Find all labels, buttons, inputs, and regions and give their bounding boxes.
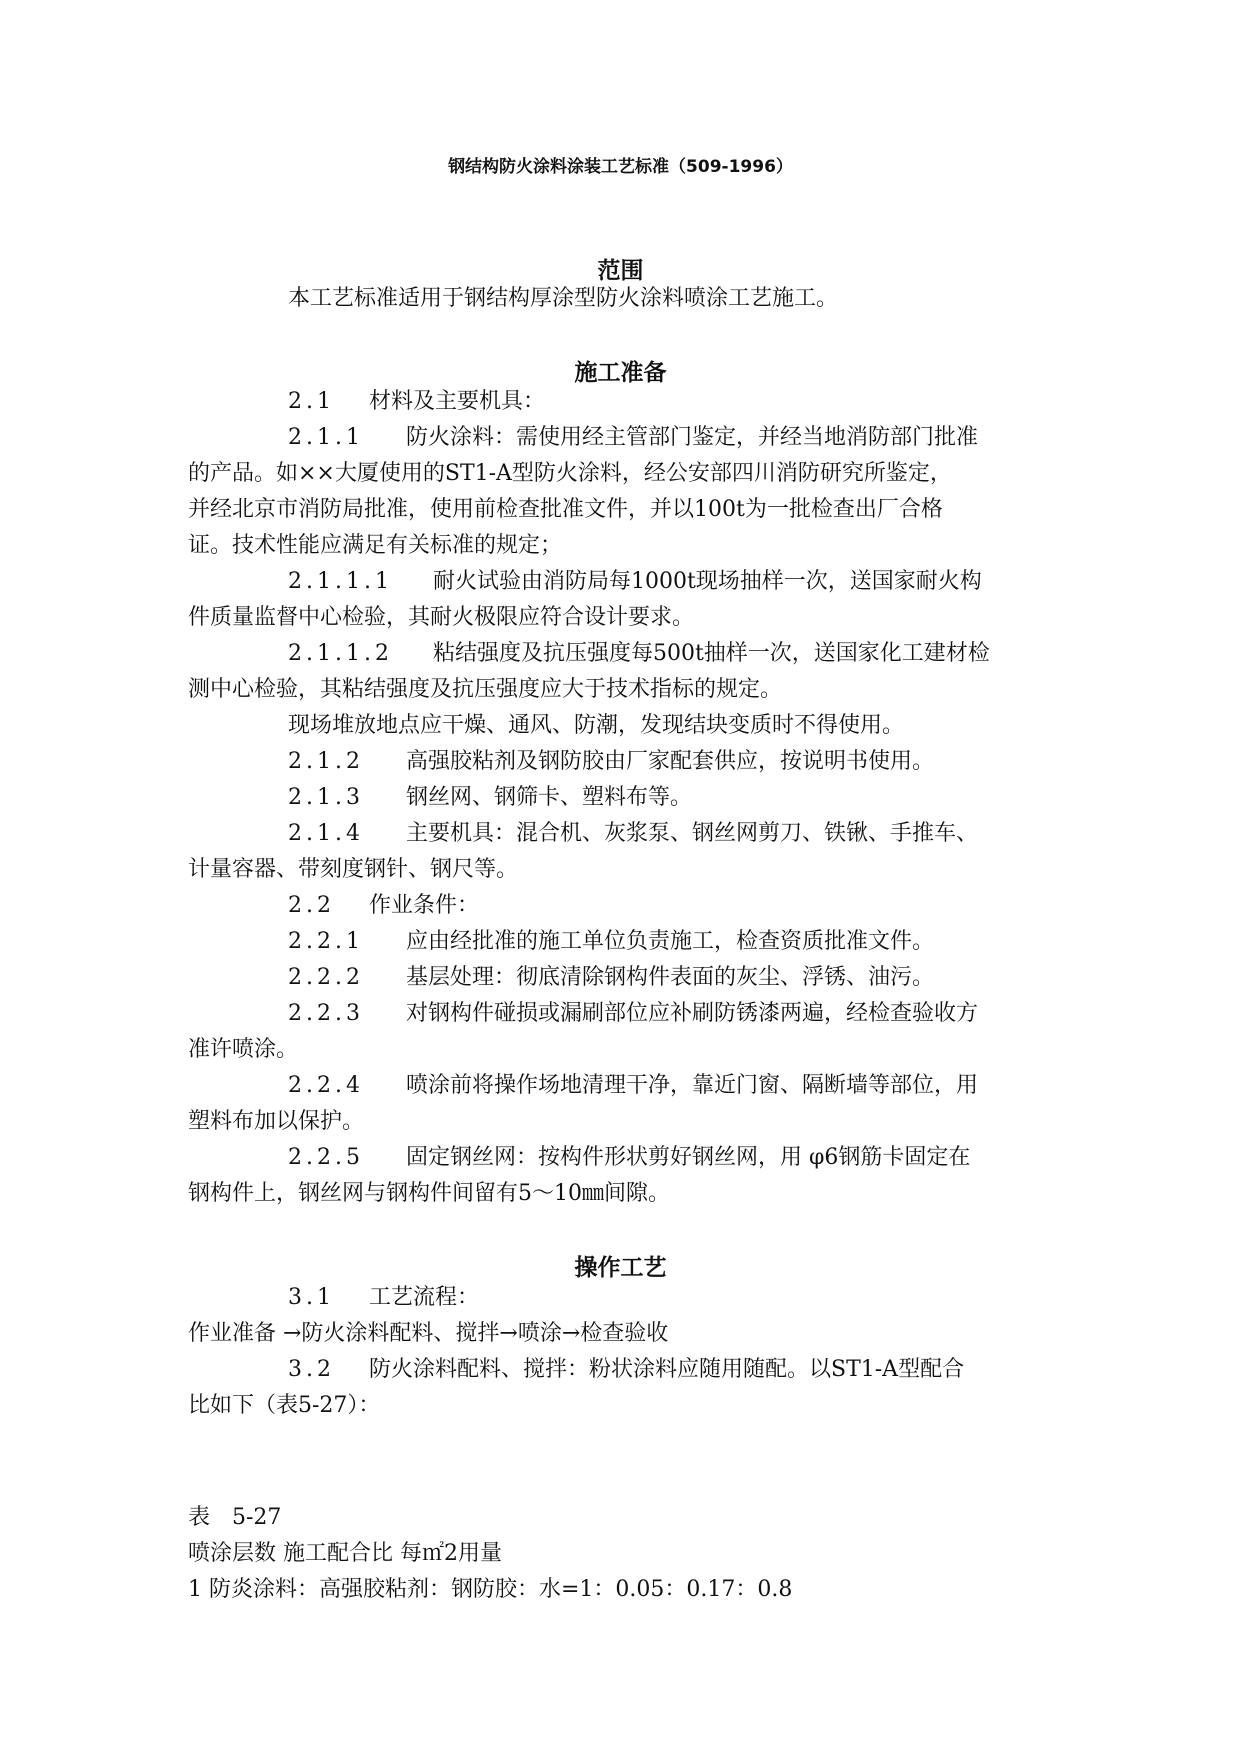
paragraph-line: 并经北京市消防局批准，使用前检查批准文件，并以100t为一批检查出厂合格 (188, 497, 943, 522)
clause-number: 2.2.4 (288, 1073, 364, 1098)
clause-text: 应由经批准的施工单位负责施工，检查资质批准文件。 (405, 929, 934, 954)
clause-text: 粘结强度及抗压强度每500t抽样一次，送国家化工建材检 (432, 641, 990, 666)
clause-2-1-1-2 (288, 636, 1058, 672)
paragraph: 现场堆放地点应干燥、通风、防潮，发现结块变质时不得使用。 (288, 713, 905, 738)
clause-number: 2.1.1.2 (288, 641, 393, 666)
paragraph-line: 钢构件上，钢丝网与钢构件间留有5～10㎜间隙。 (188, 1181, 670, 1206)
paragraph: 本工艺标准适用于钢结构厚涂型防火涂料喷涂工艺施工。 (288, 286, 839, 311)
paragraph-line: 计量容器、带刻度钢针、钢尺等。 (188, 857, 519, 882)
paragraph-line: 准许喷涂。 (188, 1037, 299, 1062)
paragraph-line: 塑料布加以保护。 (188, 1109, 365, 1134)
clause-text: 基层处理：彻底清除钢构件表面的灰尘、浮锈、油污。 (405, 965, 934, 990)
clause-number: 2.1.4 (288, 821, 364, 846)
section-heading-scope: 范围 (597, 258, 644, 284)
table-label: 表 5-27 (188, 1505, 282, 1530)
clause-text: 耐火试验由消防局每1000t现场抽样一次，送国家耐火构 (432, 569, 982, 594)
clause-2-1-1-1 (288, 564, 1058, 600)
process-flow: 作业准备 →防火涂料配料、搅拌→喷涂→检查验收 (188, 1321, 669, 1346)
clause-2-1-1 (288, 420, 1058, 456)
clause-2-2 (288, 888, 1058, 924)
section-heading-operation: 操作工艺 (574, 1255, 667, 1281)
clause-text: 钢丝网、钢筛卡、塑料布等。 (405, 785, 692, 810)
paragraph-line: 测中心检验，其粘结强度及抗压强度应大于技术指标的规定。 (188, 677, 783, 702)
clause-text: 防火涂料配料、搅拌：粉状涂料应随用随配。以ST1-A型配合 (369, 1357, 965, 1382)
clause-2-1-3 (288, 780, 1058, 816)
section-heading-preparation: 施工准备 (574, 360, 667, 386)
clause-number: 2.2.2 (288, 965, 364, 990)
clause-text: 喷涂前将操作场地清理干净，靠近门窗、隔断墙等部位，用 (405, 1073, 978, 1098)
clause-text: 工艺流程： (369, 1285, 480, 1310)
clause-number: 2.2.3 (288, 1001, 364, 1026)
clause-2-2-3 (288, 996, 1058, 1032)
clause-3-1 (288, 1280, 1058, 1316)
clause-2-2-1 (288, 924, 1058, 960)
paragraph-line: 的产品。如××大厦使用的ST1-A型防火涂料，经公安部四川消防研究所鉴定， (188, 461, 952, 486)
paragraph-line: 比如下（表5-27）： (188, 1393, 381, 1418)
clause-text: 高强胶粘剂及钢防胶由厂家配套供应，按说明书使用。 (405, 749, 934, 774)
clause-2-2-5 (288, 1140, 1058, 1176)
paragraph-line: 件质量监督中心检验，其耐火极限应符合设计要求。 (188, 605, 695, 630)
clause-text: 主要机具：混合机、灰浆泵、钢丝网剪刀、铁锹、手推车、 (405, 821, 978, 846)
clause-number: 2.1 (288, 389, 335, 414)
clause-number: 2.2.1 (288, 929, 364, 954)
table-header: 喷涂层数 施工配合比 每㎡2用量 (188, 1541, 502, 1566)
clause-number: 2.1.2 (288, 749, 364, 774)
clause-number: 3.1 (288, 1285, 335, 1310)
clause-2-2-4 (288, 1068, 1058, 1104)
clause-text: 作业条件： (369, 893, 480, 918)
table-row: 1 防炎涂料：高强胶粘剂：钢防胶：水=1：0.05：0.17：0.8 (188, 1577, 793, 1602)
document-title: 钢结构防火涂料涂装工艺标准（509-1996） (448, 157, 793, 177)
clause-number: 2.2 (288, 893, 335, 918)
clause-2-1-2 (288, 744, 1058, 780)
clause-number: 2.1.1.1 (288, 569, 393, 594)
clause-text: 材料及主要机具： (369, 389, 546, 414)
clause-2-2-2 (288, 960, 1058, 996)
paragraph-line: 证。技术性能应满足有关标准的规定； (188, 533, 563, 558)
clause-number: 3.2 (288, 1357, 335, 1382)
clause-number: 2.1.3 (288, 785, 364, 810)
clause-number: 2.1.1 (288, 425, 364, 450)
clause-text: 对钢构件碰损或漏刷部位应补刷防锈漆两遍，经检查验收方 (405, 1001, 978, 1026)
clause-2-1-4 (288, 816, 1058, 852)
clause-3-2 (288, 1352, 1058, 1388)
clause-number: 2.2.5 (288, 1145, 364, 1170)
clause-text: 固定钢丝网：按构件形状剪好钢丝网，用 φ6钢筋卡固定在 (405, 1145, 971, 1170)
clause-text: 防火涂料：需使用经主管部门鉴定，并经当地消防部门批准 (405, 425, 978, 450)
clause-2-1 (288, 384, 1058, 420)
